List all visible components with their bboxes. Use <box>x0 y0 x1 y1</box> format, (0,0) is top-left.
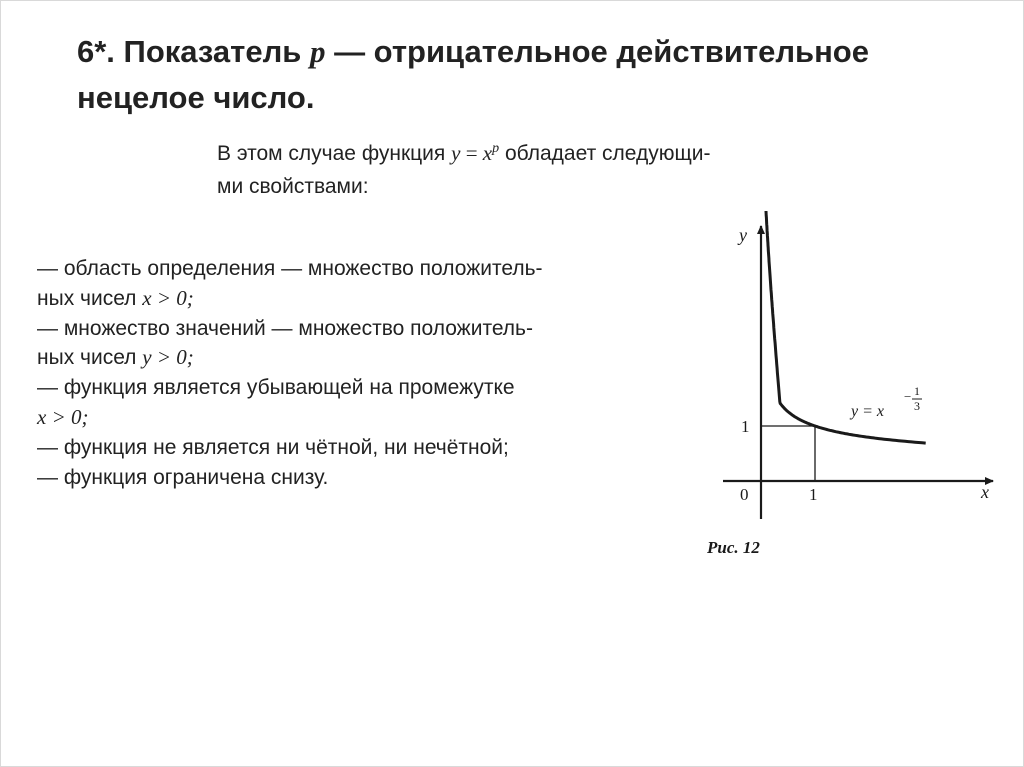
figure-caption: Рис. 12 <box>707 538 760 557</box>
property-1-line-1: — область определения — множество положитель- <box>37 257 543 280</box>
formula-x: x <box>482 141 493 165</box>
property-1-line-2 <box>37 284 697 314</box>
x-axis-label: x <box>981 482 989 502</box>
y-axis-label: y <box>739 225 747 245</box>
property-2-text: ных чисел <box>37 346 143 370</box>
formula-eq: = <box>460 141 483 165</box>
intro-line-2: ми свойствами: <box>217 175 369 198</box>
property-2-math: y > 0; <box>142 345 194 370</box>
x-tick-label: 1 <box>809 485 818 504</box>
heading-number: 6*. <box>77 34 115 69</box>
curve-label: y = x <box>851 403 884 420</box>
origin-label: 0 <box>740 485 749 504</box>
properties-list <box>37 254 697 492</box>
intro-suffix: обладает следующи- <box>504 142 711 165</box>
curve-label-exponent-sign: − <box>904 389 912 404</box>
property-5: — функция ограничена снизу. <box>37 465 329 489</box>
property-3-line-2 <box>37 403 697 433</box>
property-1-text: ных чисел <box>37 286 143 310</box>
intro-line-1 <box>217 132 917 170</box>
function-curve <box>766 211 926 443</box>
function-graph <box>701 211 1001 561</box>
property-3-math: x > 0; <box>37 404 89 429</box>
section-heading <box>77 29 977 121</box>
property-2-line-2 <box>37 343 697 373</box>
formula-y: y <box>451 141 461 165</box>
property-2-line-1: — множество значений — множество положитель- <box>37 316 533 340</box>
heading-suffix: — отрицательное действительное <box>334 34 869 69</box>
heading-variable: p <box>309 34 326 69</box>
heading-line-1 <box>77 29 977 75</box>
intro-paragraph <box>217 132 917 203</box>
intro-prefix: В этом случае функция <box>217 142 446 165</box>
property-3-line-1: — функция является убывающей на промежутке <box>37 376 515 400</box>
intro-formula <box>451 141 499 165</box>
curve-label-exponent-denominator: 3 <box>914 399 920 413</box>
y-tick-label: 1 <box>741 417 750 436</box>
property-4: — функция не является ни чётной, ни нечётной; <box>37 435 509 459</box>
heading-prefix: Показатель <box>123 34 302 69</box>
heading-line-2: нецелое число. <box>77 80 315 115</box>
formula-exponent: p <box>492 141 500 156</box>
curve-label-exponent-numerator: 1 <box>914 384 920 398</box>
property-1-math: x > 0; <box>142 285 194 310</box>
